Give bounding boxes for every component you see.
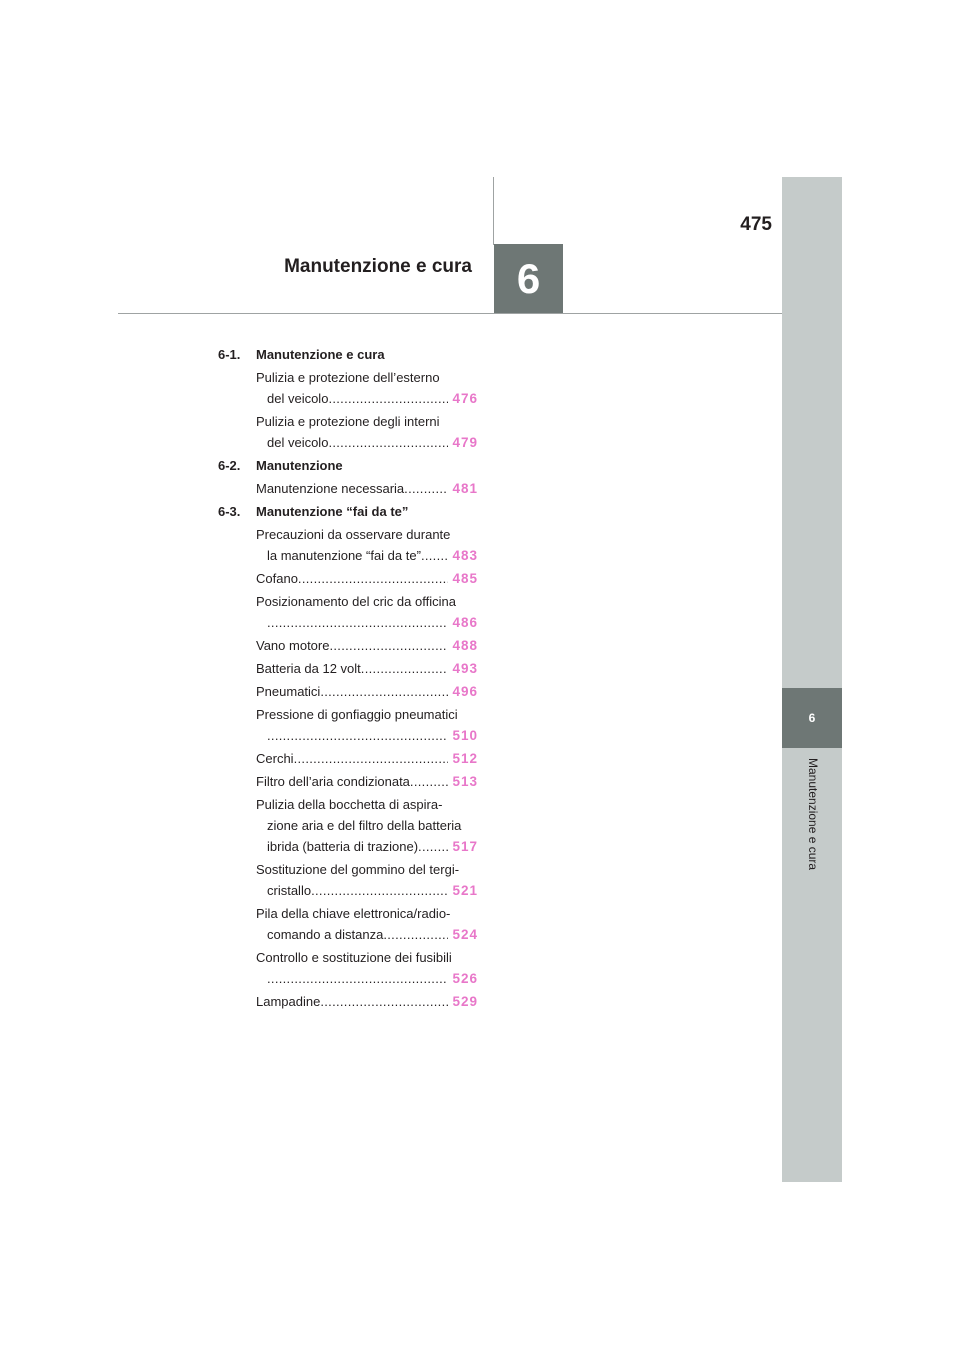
entry-text-line: Pila della chiave elettronica/radio- bbox=[256, 906, 451, 921]
leader-dots bbox=[328, 432, 448, 453]
page-reference-link[interactable]: 496 bbox=[452, 684, 478, 699]
toc-entry[interactable] bbox=[218, 947, 478, 989]
side-strip bbox=[782, 177, 842, 1182]
entry-page-line bbox=[256, 991, 478, 1012]
leader-dots bbox=[320, 681, 448, 702]
entry-text-line: Cofano bbox=[256, 571, 298, 586]
toc-entry[interactable] bbox=[218, 681, 478, 702]
toc-entry[interactable] bbox=[218, 635, 478, 656]
entry-text-line: Controllo e sostituzione dei fusibili bbox=[256, 950, 452, 965]
entry-page-line bbox=[256, 658, 478, 679]
toc-entry[interactable] bbox=[218, 991, 478, 1012]
page-reference-link[interactable]: 485 bbox=[452, 571, 478, 586]
leader-dots bbox=[298, 568, 449, 589]
toc-section-heading bbox=[218, 344, 478, 365]
leader-dots bbox=[329, 635, 448, 656]
entry-page-line bbox=[256, 681, 478, 702]
toc-entry[interactable] bbox=[218, 704, 478, 746]
leader-dots bbox=[267, 968, 448, 989]
leader-dots bbox=[404, 478, 448, 499]
leader-dots bbox=[418, 836, 448, 857]
table-of-contents bbox=[218, 344, 478, 1014]
toc-entry[interactable] bbox=[218, 859, 478, 901]
page-reference-link[interactable]: 512 bbox=[452, 751, 478, 766]
entry-text-line: cristallo bbox=[267, 883, 312, 898]
entry-page-line bbox=[256, 968, 478, 989]
entry-page-line bbox=[256, 388, 478, 409]
entry-text-line: Pulizia e protezione dell’esterno bbox=[256, 370, 440, 385]
entry-text-line: comando a distanza bbox=[267, 927, 384, 942]
leader-dots bbox=[267, 612, 448, 633]
page-reference-link[interactable]: 529 bbox=[452, 994, 478, 1009]
toc-entry[interactable] bbox=[218, 568, 478, 589]
entry-text-line: Batteria da 12 volt bbox=[256, 661, 361, 676]
entry-text-line: Sostituzione del gommino del tergi- bbox=[256, 862, 460, 877]
page-reference-link[interactable]: 521 bbox=[452, 883, 478, 898]
entry-page-line bbox=[256, 612, 478, 633]
entry-page-line bbox=[256, 478, 478, 499]
entry-text-line: Pulizia e protezione degli interni bbox=[256, 414, 440, 429]
entry-text-line: Pulizia della bocchetta di aspira- bbox=[256, 797, 443, 812]
toc-entry[interactable] bbox=[218, 591, 478, 633]
entry-text-line: Cerchi bbox=[256, 751, 294, 766]
toc-entry[interactable] bbox=[218, 478, 478, 499]
entry-text-line: Posizionamento del cric da officina bbox=[256, 594, 456, 609]
entry-page-line bbox=[256, 880, 478, 901]
header-divider-vertical bbox=[493, 177, 494, 245]
toc-entry[interactable] bbox=[218, 748, 478, 769]
section-number: 6-1. bbox=[218, 347, 241, 362]
toc-entry[interactable] bbox=[218, 903, 478, 945]
side-tab-label: Manutenzione e cura bbox=[806, 758, 820, 871]
side-tab-number[interactable]: 6 bbox=[782, 688, 842, 748]
entry-page-line bbox=[256, 568, 478, 589]
section-title: Manutenzione e cura bbox=[256, 347, 385, 362]
page-reference-link[interactable]: 513 bbox=[452, 774, 478, 789]
page-reference-link[interactable]: 481 bbox=[452, 481, 478, 496]
entry-page-line bbox=[256, 748, 478, 769]
entry-text-line: ibrida (batteria di trazione) bbox=[267, 839, 419, 854]
header-divider-horizontal bbox=[118, 313, 782, 314]
entry-text-line: Lampadine bbox=[256, 994, 321, 1009]
toc-entry[interactable] bbox=[218, 771, 478, 792]
page-reference-link[interactable]: 479 bbox=[452, 435, 478, 450]
chapter-number-box: 6 bbox=[494, 244, 563, 314]
entry-text-line: Precauzioni da osservare durante bbox=[256, 527, 451, 542]
page-reference-link[interactable]: 524 bbox=[452, 927, 478, 942]
page-reference-link[interactable]: 476 bbox=[452, 391, 478, 406]
page-reference-link[interactable]: 493 bbox=[452, 661, 478, 676]
entry-page-line bbox=[256, 545, 478, 566]
page-reference-link[interactable]: 510 bbox=[452, 728, 478, 743]
section-title: Manutenzione bbox=[256, 458, 343, 473]
leader-dots bbox=[311, 880, 448, 901]
toc-section-heading bbox=[218, 455, 478, 476]
section-number: 6-2. bbox=[218, 458, 241, 473]
page-reference-link[interactable]: 486 bbox=[452, 615, 478, 630]
page-reference-link[interactable]: 526 bbox=[452, 971, 478, 986]
toc-entry[interactable] bbox=[218, 794, 478, 857]
page-reference-link[interactable]: 488 bbox=[452, 638, 478, 653]
entry-text-line: la manutenzione “fai da te” bbox=[267, 548, 421, 563]
leader-dots bbox=[421, 545, 449, 566]
leader-dots bbox=[267, 725, 448, 746]
entry-text-line: zione aria e del filtro della batteria bbox=[267, 818, 462, 833]
entry-text-line: del veicolo bbox=[267, 391, 329, 406]
page-reference-link[interactable]: 483 bbox=[452, 548, 478, 563]
leader-dots bbox=[328, 388, 448, 409]
entry-text-line: Vano motore bbox=[256, 638, 330, 653]
entry-page-line bbox=[256, 635, 478, 656]
entry-page-line bbox=[256, 771, 478, 792]
leader-dots bbox=[320, 991, 448, 1012]
leader-dots bbox=[294, 748, 449, 769]
leader-dots bbox=[383, 924, 448, 945]
section-number: 6-3. bbox=[218, 504, 241, 519]
leader-dots bbox=[361, 658, 449, 679]
toc-entry[interactable] bbox=[218, 367, 478, 409]
toc-entry[interactable] bbox=[218, 411, 478, 453]
entry-page-line bbox=[256, 432, 478, 453]
entry-text-line: Pneumatici bbox=[256, 684, 321, 699]
chapter-title: Manutenzione e cura bbox=[284, 256, 472, 277]
entry-page-line bbox=[256, 725, 478, 746]
leader-dots bbox=[410, 771, 449, 792]
entry-page-line bbox=[256, 836, 478, 857]
entry-text-line: Filtro dell’aria condizionata bbox=[256, 774, 410, 789]
toc-section-heading bbox=[218, 501, 478, 522]
toc-entry[interactable] bbox=[218, 524, 478, 566]
page-reference-link[interactable]: 517 bbox=[452, 839, 478, 854]
entry-page-line bbox=[256, 924, 478, 945]
section-title: Manutenzione “fai da te” bbox=[256, 504, 409, 519]
entry-text-line: Manutenzione necessaria bbox=[256, 481, 405, 496]
toc-entry[interactable] bbox=[218, 658, 478, 679]
entry-text-line: del veicolo bbox=[267, 435, 329, 450]
page-number: 475 bbox=[740, 214, 772, 235]
entry-text-line: Pressione di gonfiaggio pneumatici bbox=[256, 707, 458, 722]
